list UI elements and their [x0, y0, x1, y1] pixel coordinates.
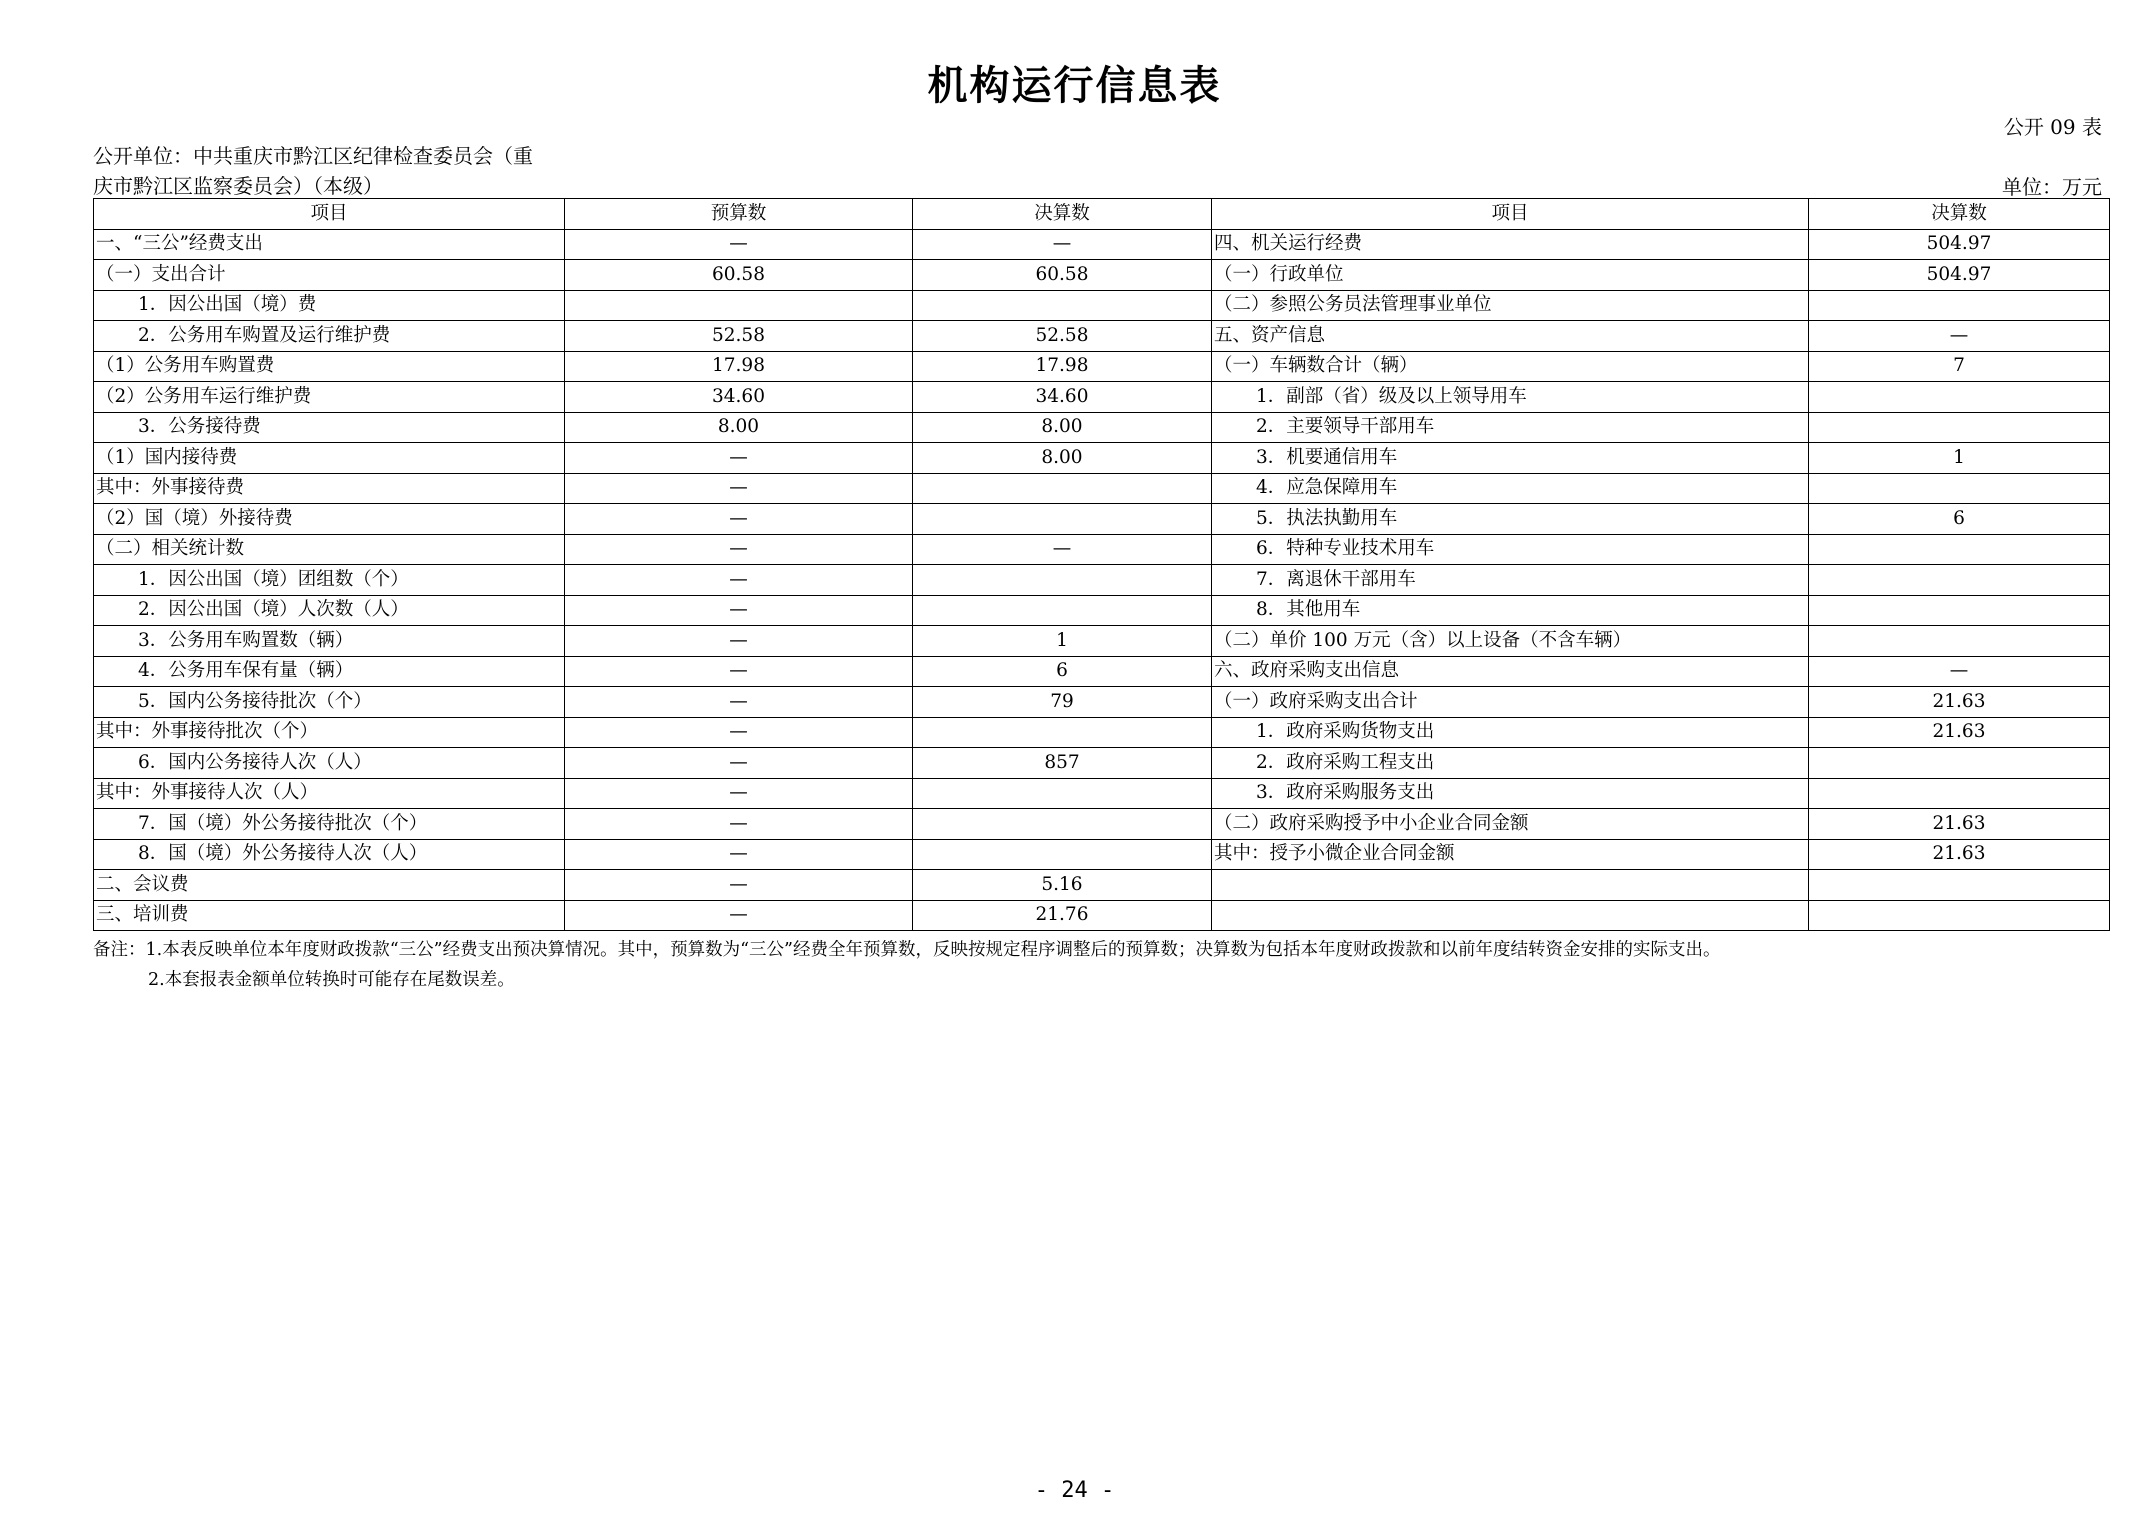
cell-final-left — [913, 809, 1212, 840]
cell-final-right: 21.63 — [1809, 809, 2110, 840]
cell-final-left: 1 — [913, 626, 1212, 657]
cell-item-left: 1．因公出国（境）团组数（个） — [94, 565, 565, 596]
cell-final-right — [1809, 534, 2110, 565]
cell-final-right — [1809, 565, 2110, 596]
cell-budget: — — [565, 687, 913, 718]
table-row — [94, 900, 2110, 931]
cell-item-left: 其中：外事接待批次（个） — [94, 717, 565, 748]
cell-budget: 8.00 — [565, 412, 913, 443]
cell-item-right: 8．其他用车 — [1212, 595, 1809, 626]
table-body — [94, 229, 2110, 931]
currency-unit: 单位：万元 — [2002, 175, 2102, 199]
cell-final-left — [913, 778, 1212, 809]
cell-final-left: 8.00 — [913, 412, 1212, 443]
cell-final-right — [1809, 473, 2110, 504]
cell-item-right: 3．政府采购服务支出 — [1212, 778, 1809, 809]
cell-item-right: 4．应急保障用车 — [1212, 473, 1809, 504]
table-row — [94, 412, 2110, 443]
cell-final-left: 5.16 — [913, 870, 1212, 901]
cell-item-left: 6．国内公务接待人次（人） — [94, 748, 565, 779]
cell-item-left: 3．公务接待费 — [94, 412, 565, 443]
notes — [93, 935, 1720, 995]
cell-item-right: 2．主要领导干部用车 — [1212, 412, 1809, 443]
cell-budget: — — [565, 809, 913, 840]
cell-item-left: 其中：外事接待人次（人） — [94, 778, 565, 809]
cell-budget — [565, 290, 913, 321]
cell-final-left: 79 — [913, 687, 1212, 718]
table-header-row — [94, 199, 2110, 230]
info-table — [93, 198, 2110, 931]
cell-budget: 60.58 — [565, 260, 913, 291]
cell-budget: — — [565, 626, 913, 657]
cell-budget: — — [565, 534, 913, 565]
cell-final-left — [913, 290, 1212, 321]
cell-final-right — [1809, 290, 2110, 321]
cell-budget: — — [565, 473, 913, 504]
table-row — [94, 382, 2110, 413]
cell-final-left — [913, 473, 1212, 504]
table-row — [94, 839, 2110, 870]
cell-final-right: — — [1809, 656, 2110, 687]
table-row — [94, 260, 2110, 291]
cell-item-right: 6．特种专业技术用车 — [1212, 534, 1809, 565]
cell-budget: — — [565, 229, 913, 260]
cell-budget: — — [565, 717, 913, 748]
cell-item-left: 7．国（境）外公务接待批次（个） — [94, 809, 565, 840]
cell-item-right: 1．政府采购货物支出 — [1212, 717, 1809, 748]
cell-budget: — — [565, 839, 913, 870]
table-row — [94, 321, 2110, 352]
cell-item-right: 五、资产信息 — [1212, 321, 1809, 352]
cell-budget: — — [565, 504, 913, 535]
cell-item-left: 3．公务用车购置数（辆） — [94, 626, 565, 657]
cell-final-right: 504.97 — [1809, 260, 2110, 291]
cell-item-left: （二）相关统计数 — [94, 534, 565, 565]
table-row — [94, 473, 2110, 504]
table-row — [94, 778, 2110, 809]
cell-budget: — — [565, 900, 913, 931]
header-budget: 预算数 — [565, 199, 913, 230]
cell-item-right: （一）车辆数合计（辆） — [1212, 351, 1809, 382]
cell-item-left: 三、培训费 — [94, 900, 565, 931]
cell-final-left — [913, 565, 1212, 596]
header-final-right: 决算数 — [1809, 199, 2110, 230]
cell-final-right: 21.63 — [1809, 839, 2110, 870]
cell-item-left: 4．公务用车保有量（辆） — [94, 656, 565, 687]
table-row — [94, 595, 2110, 626]
page-title: 机构运行信息表 — [927, 62, 1222, 109]
note-2: 2.本套报表金额单位转换时可能存在尾数误差。 — [148, 970, 515, 990]
cell-final-right — [1809, 870, 2110, 901]
cell-final-right — [1809, 412, 2110, 443]
cell-final-right: 21.63 — [1809, 687, 2110, 718]
cell-final-left — [913, 717, 1212, 748]
cell-item-right: （二）政府采购授予中小企业合同金额 — [1212, 809, 1809, 840]
table-row — [94, 870, 2110, 901]
cell-final-left: 6 — [913, 656, 1212, 687]
header-item-right: 项目 — [1212, 199, 1809, 230]
cell-item-right: （一）行政单位 — [1212, 260, 1809, 291]
cell-item-left: 8．国（境）外公务接待人次（人） — [94, 839, 565, 870]
cell-final-left: 17.98 — [913, 351, 1212, 382]
cell-final-left: 8.00 — [913, 443, 1212, 474]
cell-budget: 52.58 — [565, 321, 913, 352]
cell-item-left: （1）公务用车购置费 — [94, 351, 565, 382]
cell-final-left: 52.58 — [913, 321, 1212, 352]
cell-item-right: 其中：授予小微企业合同金额 — [1212, 839, 1809, 870]
cell-final-left: 60.58 — [913, 260, 1212, 291]
cell-final-left: — — [913, 229, 1212, 260]
table-row — [94, 229, 2110, 260]
cell-item-right: 2．政府采购工程支出 — [1212, 748, 1809, 779]
cell-item-left: （2）国（境）外接待费 — [94, 504, 565, 535]
cell-item-right — [1212, 900, 1809, 931]
cell-final-right: 7 — [1809, 351, 2110, 382]
cell-budget: — — [565, 870, 913, 901]
cell-final-right — [1809, 778, 2110, 809]
cell-item-right: 3．机要通信用车 — [1212, 443, 1809, 474]
header-final-left: 决算数 — [913, 199, 1212, 230]
cell-final-right: 504.97 — [1809, 229, 2110, 260]
table-row — [94, 443, 2110, 474]
table-row — [94, 351, 2110, 382]
cell-final-right: 6 — [1809, 504, 2110, 535]
cell-final-left: — — [913, 534, 1212, 565]
table-row — [94, 748, 2110, 779]
cell-item-left: 1．因公出国（境）费 — [94, 290, 565, 321]
cell-item-right: （二）单价 100 万元（含）以上设备（不含车辆） — [1212, 626, 1809, 657]
cell-budget: — — [565, 778, 913, 809]
header-item-left: 项目 — [94, 199, 565, 230]
cell-item-left: 其中：外事接待费 — [94, 473, 565, 504]
table-row — [94, 626, 2110, 657]
cell-final-right — [1809, 382, 2110, 413]
cell-item-left: 一、“三公”经费支出 — [94, 229, 565, 260]
publishing-unit-line-2: 庆市黔江区监察委员会）（本级） — [93, 174, 383, 198]
cell-item-right: 四、机关运行经费 — [1212, 229, 1809, 260]
cell-final-right: 21.63 — [1809, 717, 2110, 748]
cell-item-left: （一）支出合计 — [94, 260, 565, 291]
table-row — [94, 717, 2110, 748]
publishing-unit-line-1: 公开单位：中共重庆市黔江区纪律检查委员会（重 — [93, 144, 533, 168]
cell-final-right — [1809, 748, 2110, 779]
cell-final-left — [913, 504, 1212, 535]
cell-final-right — [1809, 626, 2110, 657]
cell-item-left: 二、会议费 — [94, 870, 565, 901]
form-number: 公开 09 表 — [2003, 115, 2102, 139]
cell-item-right: 5．执法执勤用车 — [1212, 504, 1809, 535]
table-row — [94, 504, 2110, 535]
cell-item-left: 5．国内公务接待批次（个） — [94, 687, 565, 718]
cell-final-right — [1809, 900, 2110, 931]
cell-item-left: （1）国内接待费 — [94, 443, 565, 474]
table-row — [94, 565, 2110, 596]
cell-final-left: 857 — [913, 748, 1212, 779]
cell-final-right — [1809, 595, 2110, 626]
cell-item-right: 1．副部（省）级及以上领导用车 — [1212, 382, 1809, 413]
cell-budget: 17.98 — [565, 351, 913, 382]
cell-budget: — — [565, 443, 913, 474]
cell-item-left: 2．公务用车购置及运行维护费 — [94, 321, 565, 352]
cell-final-left: 34.60 — [913, 382, 1212, 413]
table-row — [94, 290, 2110, 321]
cell-budget: 34.60 — [565, 382, 913, 413]
table-row — [94, 534, 2110, 565]
cell-final-left: 21.76 — [913, 900, 1212, 931]
cell-item-right: （一）政府采购支出合计 — [1212, 687, 1809, 718]
cell-item-right — [1212, 870, 1809, 901]
cell-final-left — [913, 839, 1212, 870]
cell-item-right: 7．离退休干部用车 — [1212, 565, 1809, 596]
cell-item-right: （二）参照公务员法管理事业单位 — [1212, 290, 1809, 321]
cell-final-right: 1 — [1809, 443, 2110, 474]
cell-item-right: 六、政府采购支出信息 — [1212, 656, 1809, 687]
cell-item-left: 2．因公出国（境）人次数（人） — [94, 595, 565, 626]
note-1: 备注：1.本表反映单位本年度财政拨款“三公”经费支出预决算情况。其中，预算数为“三公”经费全年预算数，反映按规定程序调整后的预算数；决算数为包括本年度财政拨款和以前年度结转资金安排的实际支出。 — [93, 940, 1721, 960]
cell-budget: — — [565, 656, 913, 687]
cell-budget: — — [565, 595, 913, 626]
cell-final-right: — — [1809, 321, 2110, 352]
cell-final-left — [913, 595, 1212, 626]
cell-item-left: （2）公务用车运行维护费 — [94, 382, 565, 413]
cell-budget: — — [565, 748, 913, 779]
table-row — [94, 656, 2110, 687]
table-row — [94, 687, 2110, 718]
table-row — [94, 809, 2110, 840]
page-number: - 24 - — [1034, 1478, 1115, 1503]
publishing-unit — [93, 141, 593, 201]
cell-budget: — — [565, 565, 913, 596]
